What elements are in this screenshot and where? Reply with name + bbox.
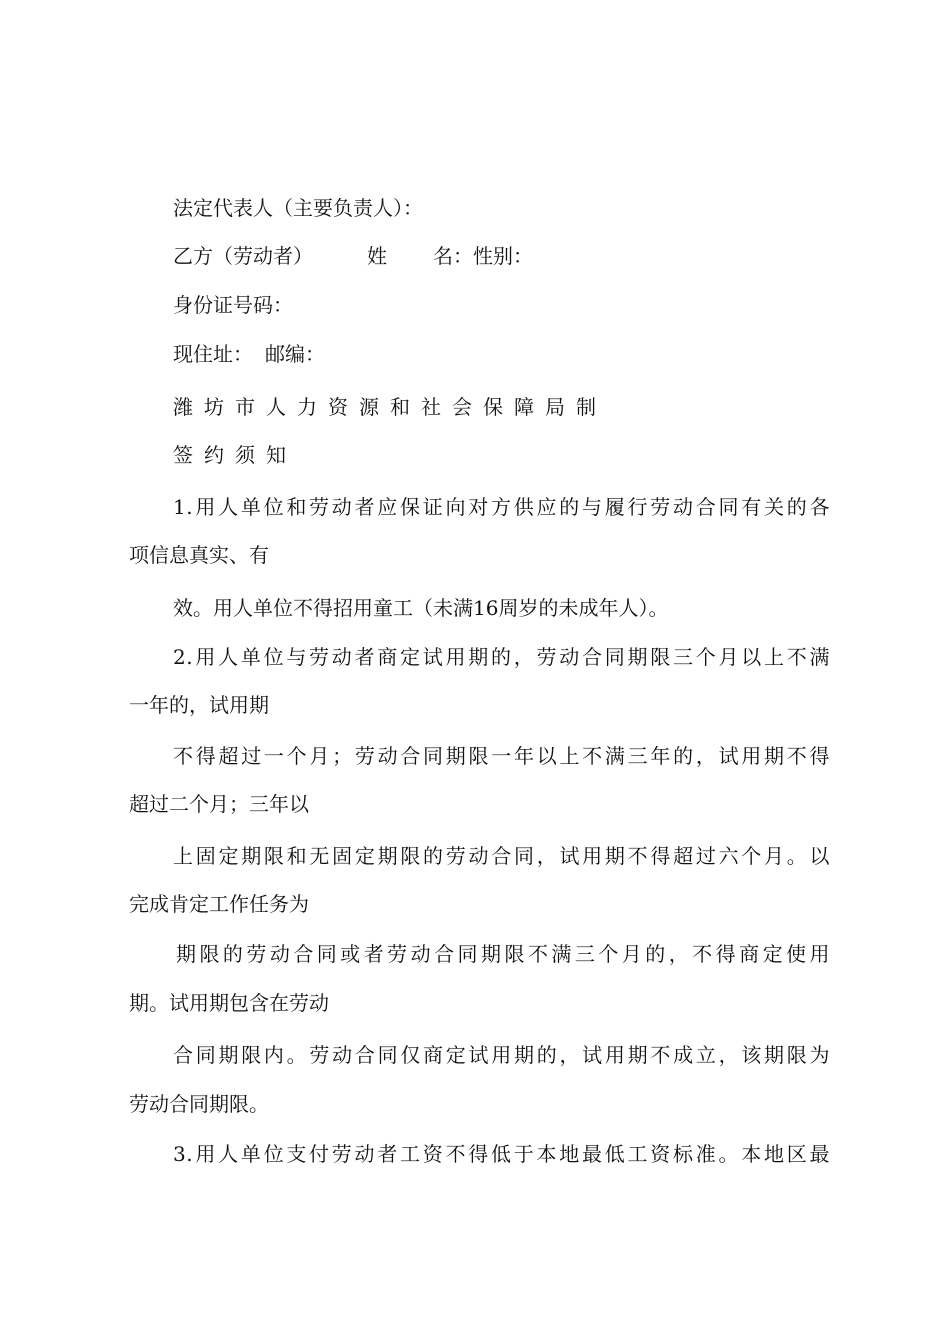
paragraph-line: 上固定期限和无固定期限的劳动合同，试用期不得超过六个月。以: [173, 844, 830, 868]
paragraph-line: 劳动合同期限。: [129, 1092, 269, 1116]
surname-label: 姓: [367, 244, 387, 268]
paragraph-line: 一年的，试用期: [129, 693, 269, 717]
paragraph-line: 期。试用期包含在劳动: [129, 991, 329, 1015]
paragraph-line: 3.用人单位支付劳动者工资不得低于本地最低工资标准。本地区最: [173, 1142, 830, 1166]
paragraph-line: 合同期限内。劳动合同仅商定试用期的，试用期不成立，该期限为: [173, 1043, 830, 1067]
issuer-line: 潍坊市人力资源和社会保障局制: [173, 395, 607, 419]
paragraph-line: 超过二个月；三年以: [129, 792, 309, 816]
address-line: [173, 340, 325, 368]
paragraph-line: 效。用人单位不得招用童工（未满16周岁的未成年人）。: [173, 596, 669, 620]
paragraph-line: 完成肯定工作任务为: [129, 892, 309, 916]
party-b-label: 乙方（劳动者）: [173, 244, 313, 268]
name-gender-label: 名：性别：: [433, 244, 533, 268]
id-number-label: 身份证号码：: [173, 293, 293, 317]
address-label: 现住址：: [173, 342, 253, 366]
paragraph-line: 1.用人单位和劳动者应保证向对方供应的与履行劳动合同有关的各: [173, 495, 830, 519]
paragraph-line: 不得超过一个月；劳动合同期限一年以上不满三年的，试用期不得: [173, 744, 830, 768]
legal-representative-label: 法定代表人（主要负责人）：: [173, 196, 423, 220]
party-b-line: [173, 242, 533, 270]
paragraph-line: 项信息真实、有: [129, 543, 269, 567]
paragraph-line: 期限的劳动合同或者劳动合同期限不满三个月的，不得商定使用: [176, 942, 830, 966]
postcode-label: 邮编：: [265, 342, 325, 366]
notice-title: 签约须知: [173, 443, 297, 467]
paragraph-line: 2.用人单位与劳动者商定试用期的，劳动合同期限三个月以上不满: [173, 645, 830, 669]
